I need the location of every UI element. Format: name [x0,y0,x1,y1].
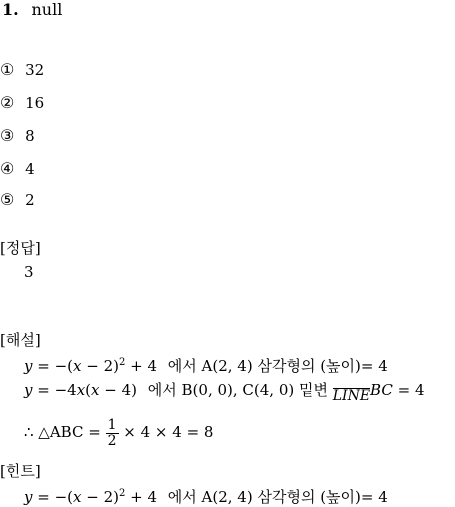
fraction-numerator: 1 [107,417,117,433]
solution-line-2-value: 4 [414,381,425,400]
choice-4-value: 4 [25,160,35,178]
choice-4[interactable] [0,159,35,178]
hint-line-1 [24,486,388,507]
solution-line-2-tail: BC [370,381,393,400]
solution-line-2-text: 에서 B(0, 0), C(4, 0) 밑변 [147,381,328,400]
hint-header: [힌트] [0,462,41,480]
solution-line-1-text: 에서 A(2, 4) 삼각형의 (높이)= [167,357,374,375]
choice-5-mark: ⑤ [0,190,15,209]
choice-3-mark: ③ [0,126,15,145]
solution-line-3-fraction [106,418,119,448]
hint-line-1-text: 에서 A(2, 4) 삼각형의 (높이)= [167,488,374,506]
solution-line-2-overline [333,378,370,404]
solution-line-1-formula: $y = -(x - 2)^2 + 4$ [24,357,158,375]
hint-line-1-formula: $y = -(x - 2)^2 + 4$ [24,488,158,506]
solution-line-3-pre: ∴ △ABC = [24,423,101,442]
choice-2-value: 16 [25,94,45,112]
question-number: 1. [2,0,19,19]
choice-3[interactable] [0,126,35,145]
solution-line-3 [24,418,213,448]
solution-header: [해설] [0,331,41,349]
choice-2-mark: ② [0,93,15,112]
fraction-denominator: 2 [107,432,117,449]
solution-line-2-overline-label: LINE [332,388,371,404]
answer-header: [정답] [0,239,41,257]
solution-line-3-post: × 4 × 4 = 8 [123,423,214,442]
answer-value: 3 [24,263,34,281]
choice-5-value: 2 [25,191,35,209]
choice-1[interactable] [0,60,44,79]
choice-1-value: 32 [25,61,45,79]
choice-5[interactable] [0,190,35,209]
solution-line-1 [24,355,388,376]
solution-line-2: y = −4x(x − 4) 에서 B(0, 0), C(4, 0) 밑변 LINE BC = 4 [24,378,425,404]
hint-line-1-value: 4 [378,488,388,506]
question-text: null [31,0,63,19]
choice-3-value: 8 [25,127,35,145]
choice-4-mark: ④ [0,159,15,178]
solution-line-2-formula: y = −4x(x − 4) [24,381,137,400]
choice-1-mark: ① [0,60,15,79]
solution-line-1-value: 4 [378,357,388,375]
choice-2[interactable] [0,93,44,112]
question-row [2,0,62,19]
